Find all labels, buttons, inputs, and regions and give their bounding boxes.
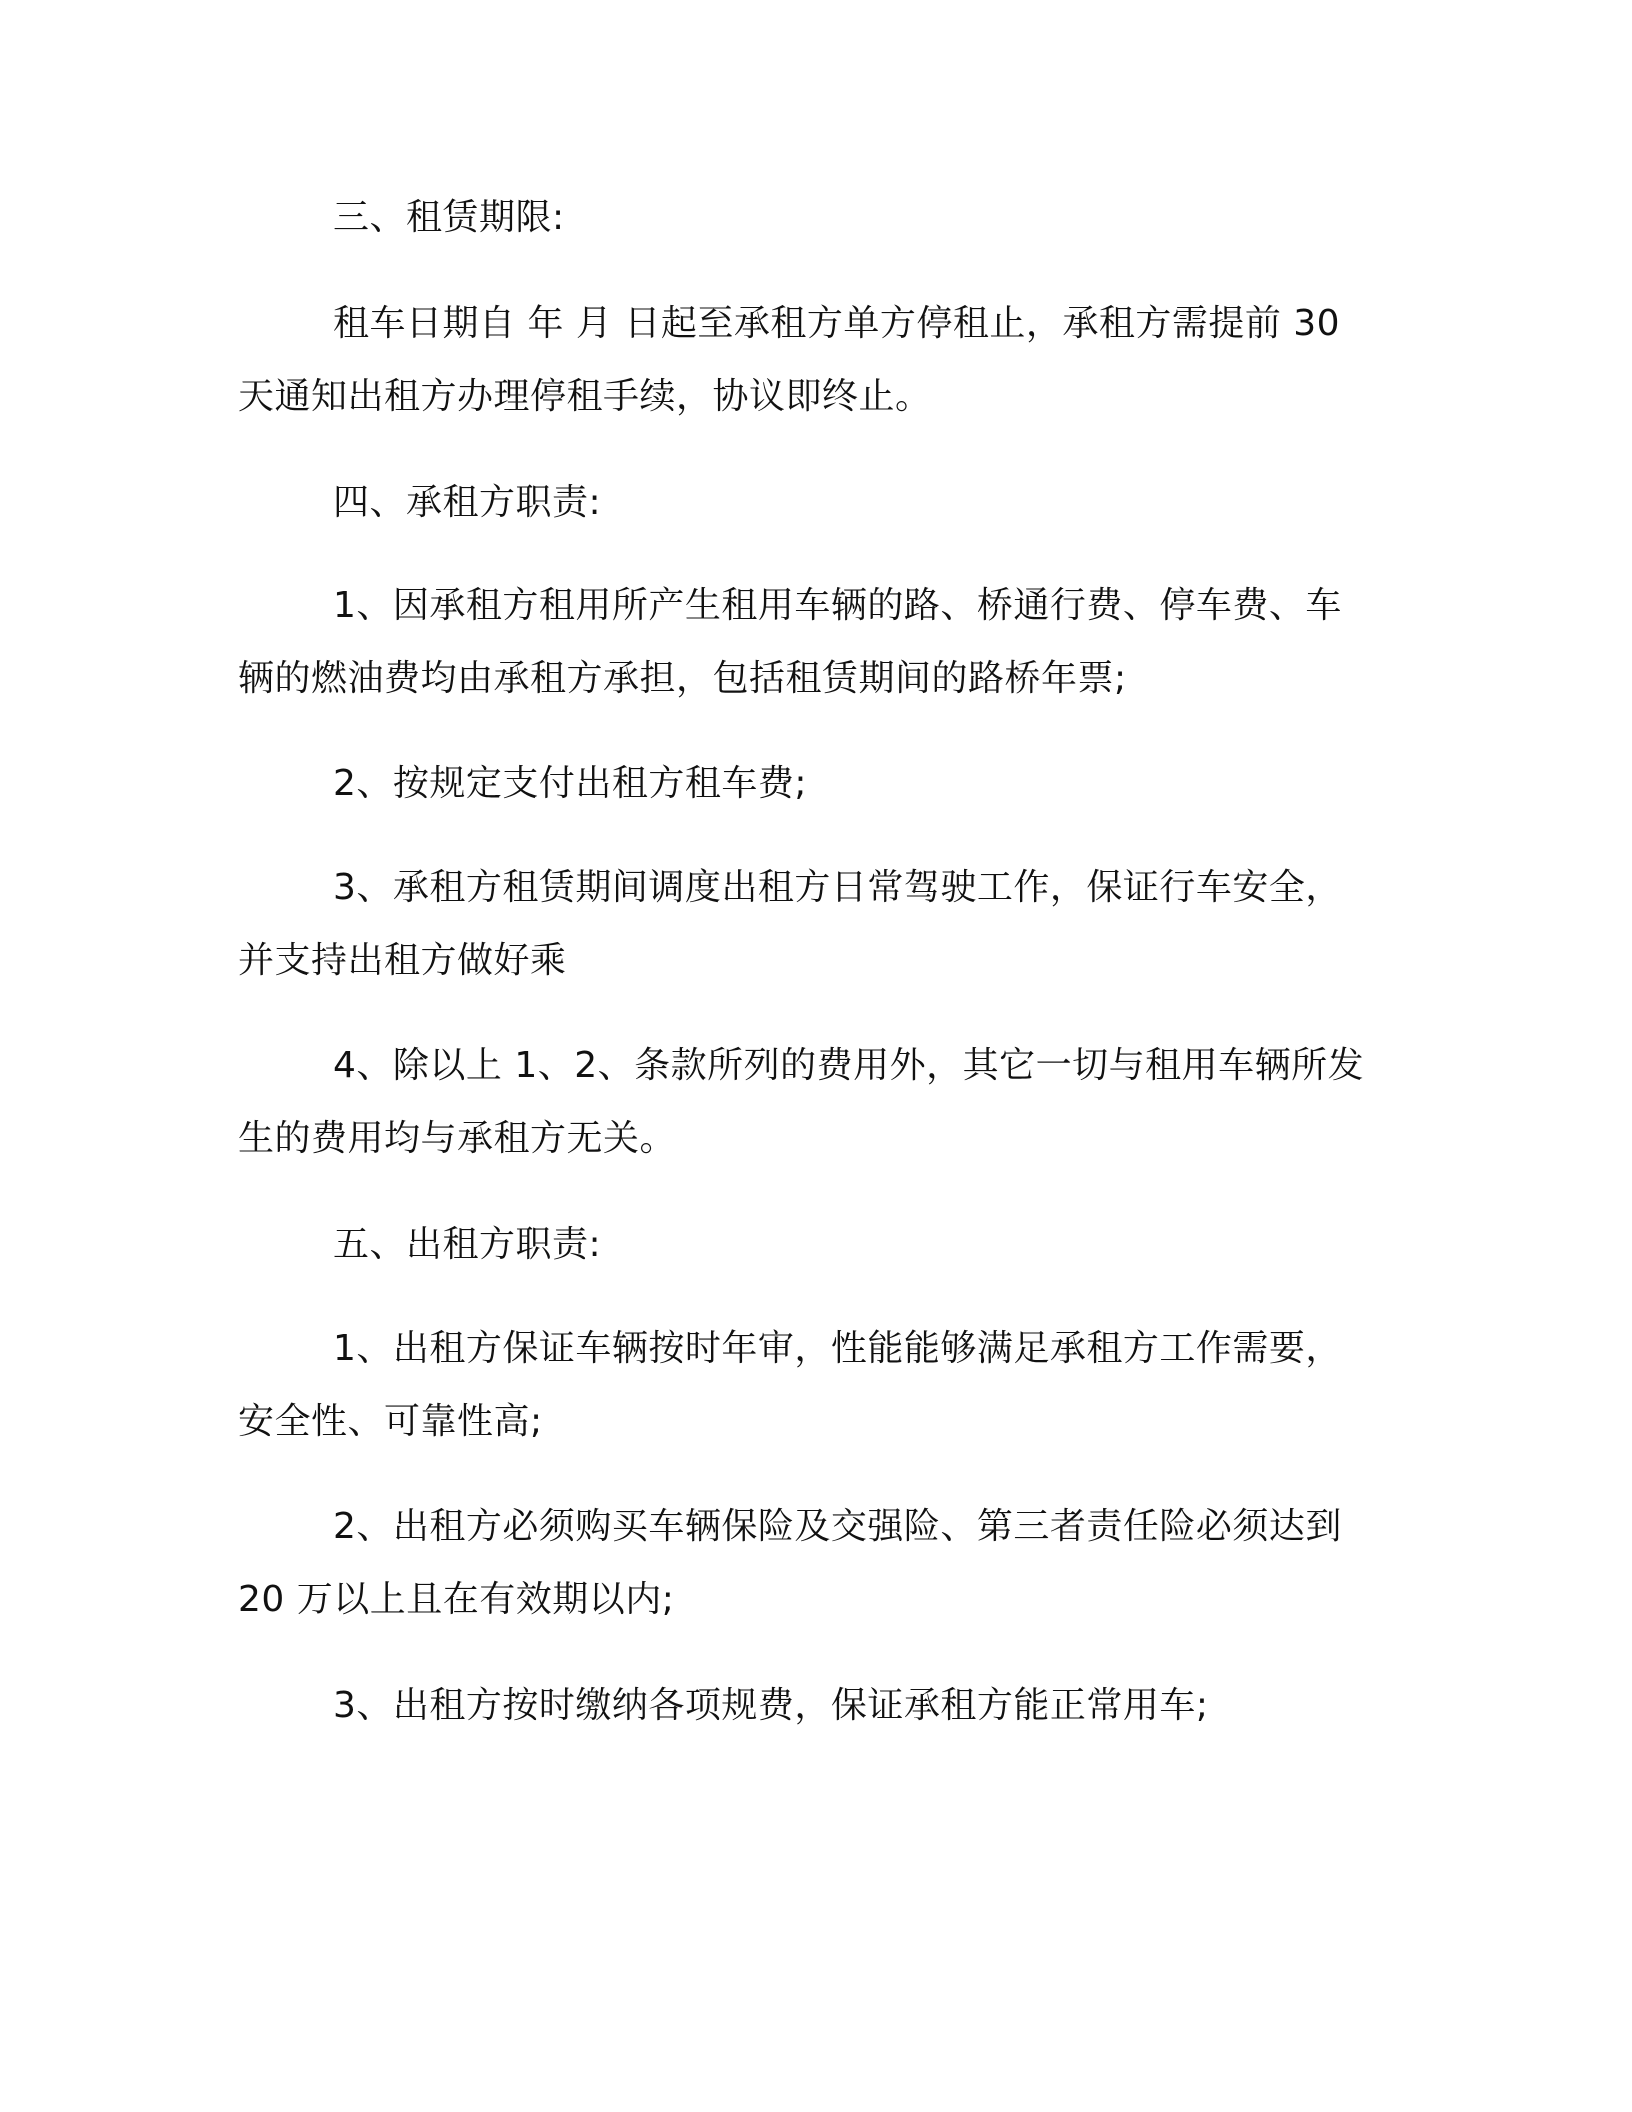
paragraph-line: 1、出租方保证车辆按时年审，性能能够满足承租方工作需要，	[333, 1328, 1342, 1369]
paragraph-line: 天通知出租方办理停租手续，协议即终止。	[238, 376, 932, 417]
paragraph-line: 3、出租方按时缴纳各项规费，保证承租方能正常用车;	[333, 1685, 1209, 1726]
paragraph-line: 2、按规定支付出租方租车费;	[333, 763, 808, 804]
section-heading-lease-term: 三、租赁期限:	[333, 197, 565, 238]
paragraph-line: 2、出租方必须购买车辆保险及交强险、第三者责任险必须达到	[333, 1506, 1342, 1547]
paragraph-line: 4、除以上 1、2、条款所列的费用外，其它一切与租用车辆所发	[333, 1045, 1365, 1086]
paragraph-line: 20 万以上且在有效期以内;	[238, 1579, 675, 1620]
paragraph-line: 3、承租方租赁期间调度出租方日常驾驶工作，保证行车安全，	[333, 867, 1342, 908]
section-heading-lessor-duties: 五、出租方职责:	[333, 1224, 602, 1265]
paragraph-line: 安全性、可靠性高;	[238, 1401, 543, 1442]
paragraph-line: 并支持出租方做好乘	[238, 940, 567, 981]
paragraph-line: 辆的燃油费均由承租方承担，包括租赁期间的路桥年票;	[238, 658, 1127, 699]
paragraph-line: 租车日期自 年 月 日起至承租方单方停租止，承租方需提前 30	[333, 303, 1341, 344]
paragraph-line: 生的费用均与承租方无关。	[238, 1118, 677, 1159]
section-heading-lessee-duties: 四、承租方职责:	[333, 482, 602, 523]
paragraph-line: 1、因承租方租用所产生租用车辆的路、桥通行费、停车费、车	[333, 585, 1342, 626]
